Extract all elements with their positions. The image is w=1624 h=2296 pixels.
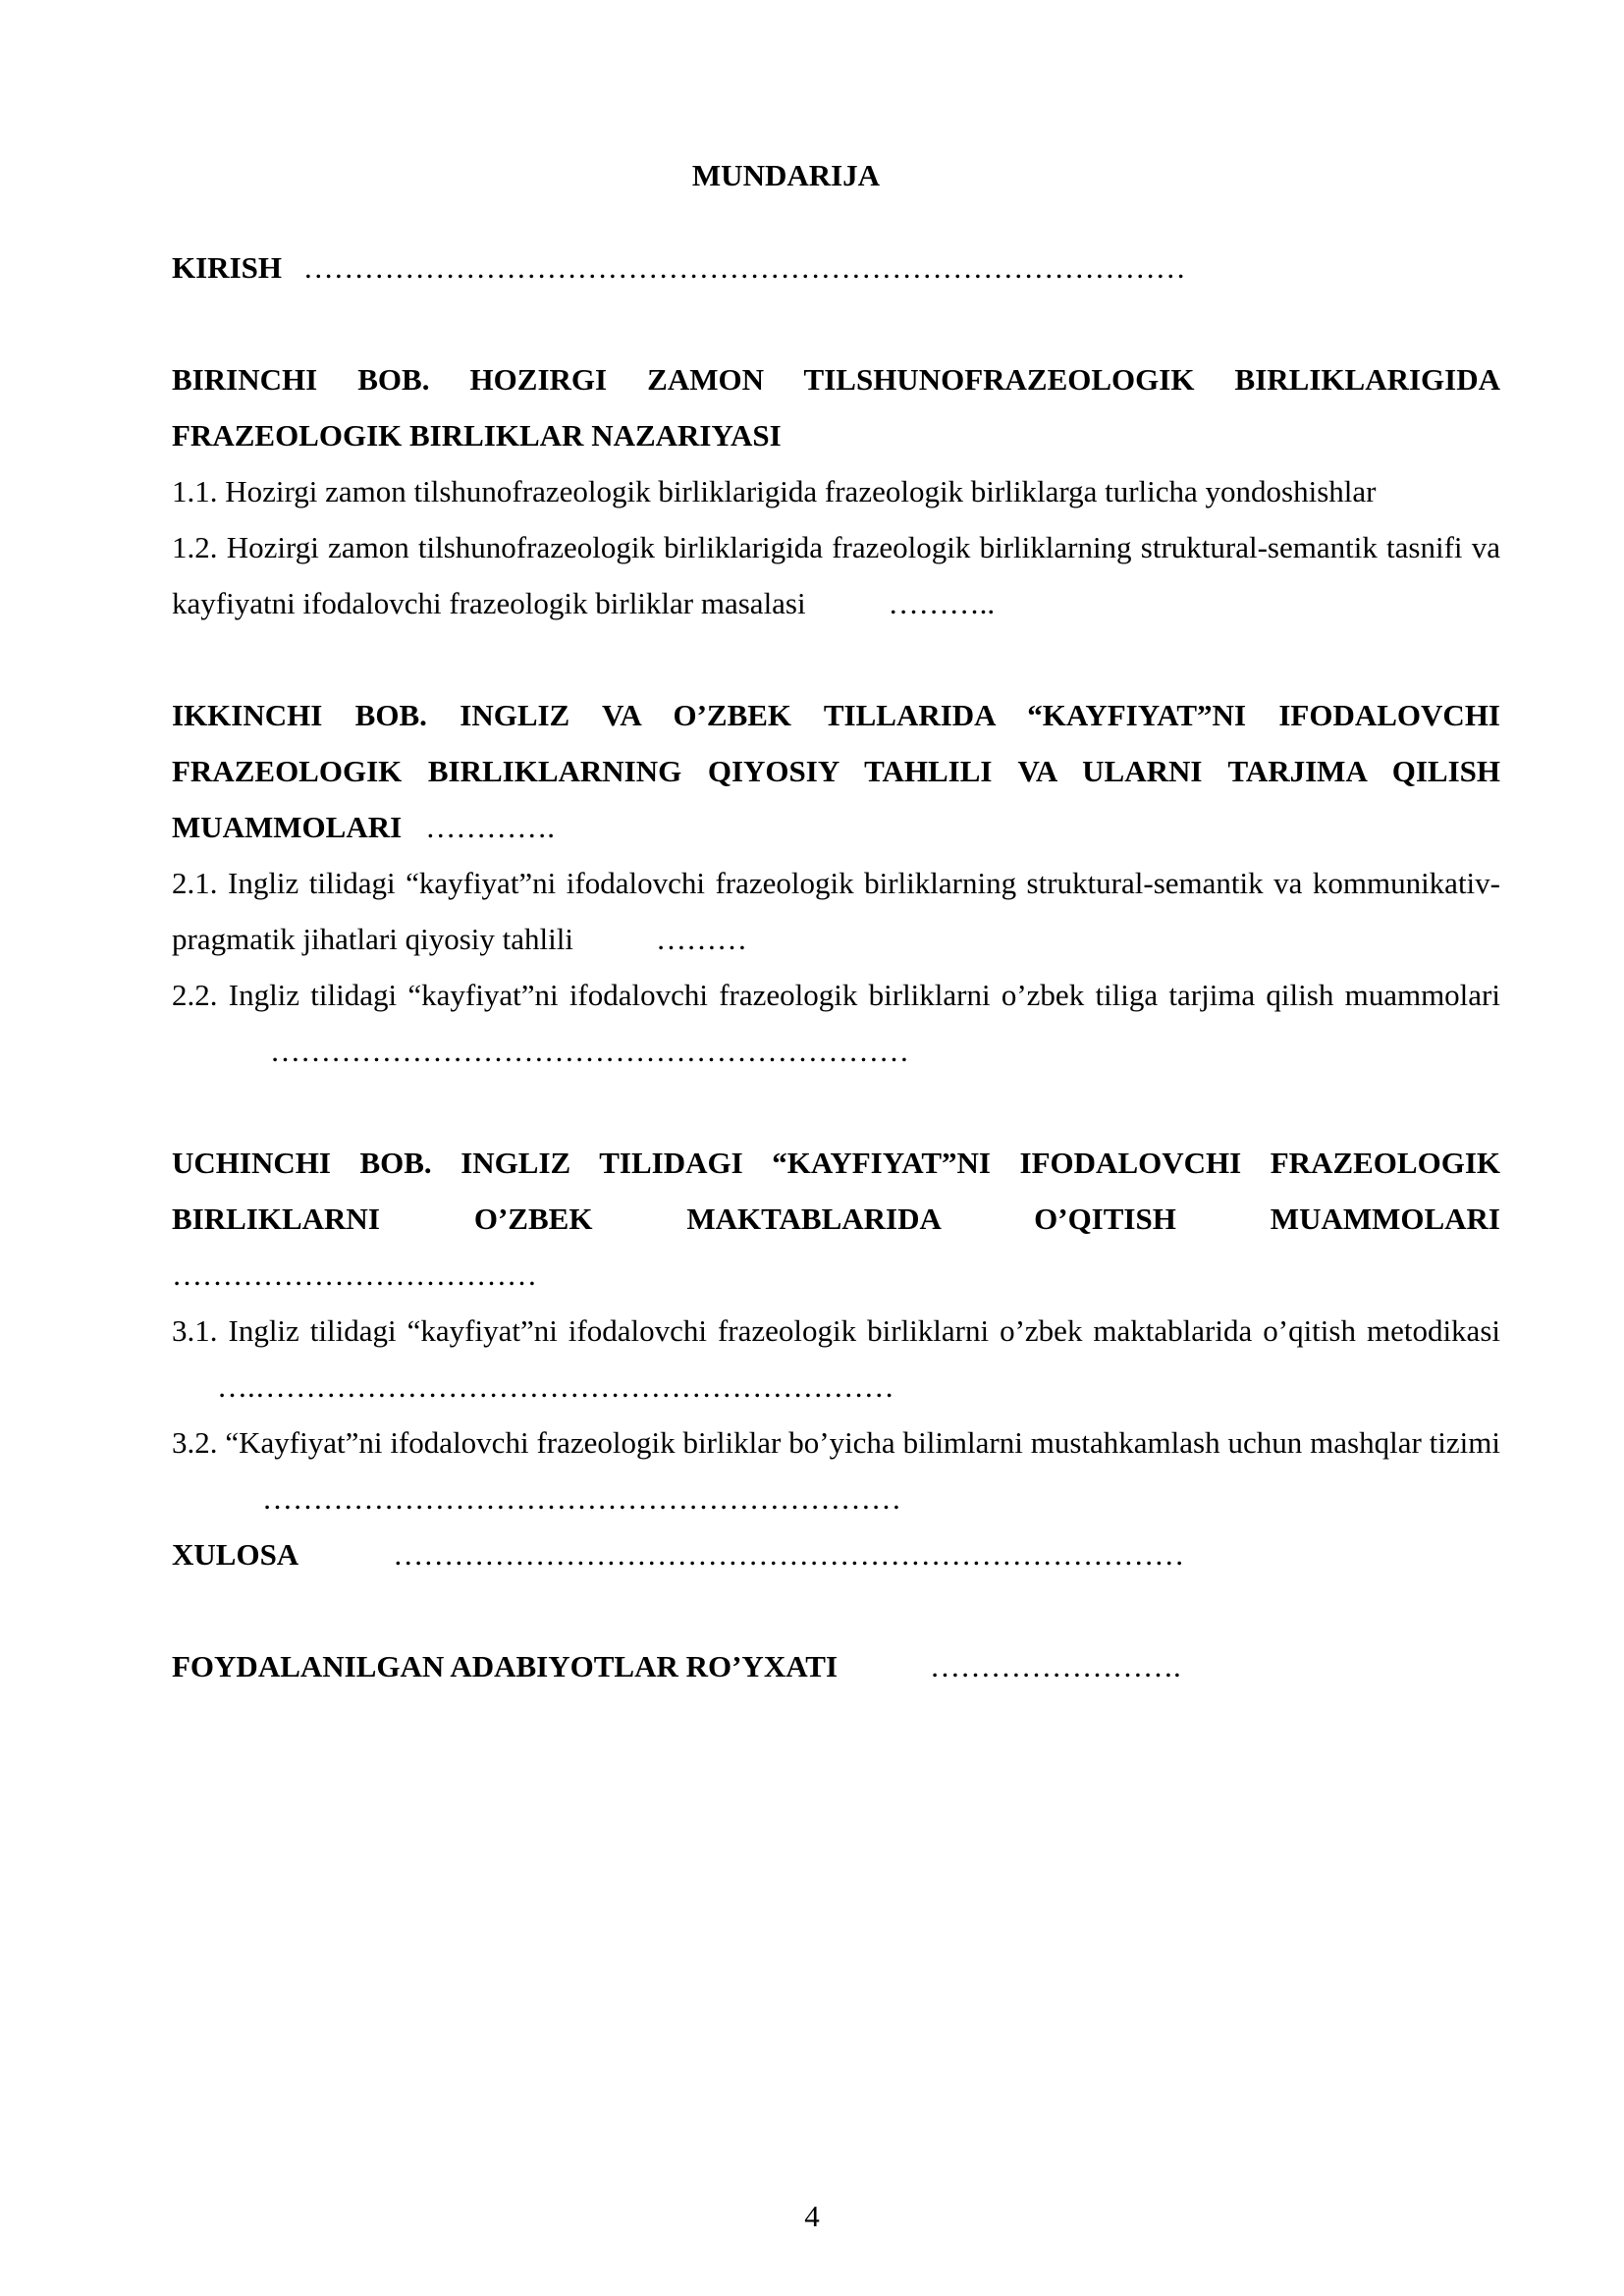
section-3-1-text: 3.1. Ingliz tilidagi “kayfiyat”ni ifodalovchi frazeologik birliklarni o’zbek maktablarida o’qitish metodikasi: [172, 1313, 1500, 1348]
chapter-2-heading-entry: [172, 687, 1500, 855]
section-1-2-text: 1.2. Hozirgi zamon tilshunofrazeologik birliklarigida frazeologik birliklarning struktural-semantik tasnifi va kayfiyatni ifodalovchi frazeologik birliklar masalasi: [172, 530, 1500, 620]
xulosa-leader: ……………………………………………………………………: [393, 1537, 1185, 1572]
toc-entry-references: [172, 1638, 1500, 1694]
section-2-2-leader: ………………………………………………………: [270, 1034, 909, 1068]
section-1-2: [172, 519, 1500, 631]
section-2-1-leader: ………: [655, 922, 747, 956]
chapter-3-heading-entry: [172, 1135, 1500, 1303]
section-2-2-text: 2.2. Ingliz tilidagi “kayfiyat”ni ifodalovchi frazeologik birliklarni o’zbek tiliga tarjima qilish muammolari: [172, 978, 1500, 1012]
chapter-2-leader: ………….: [425, 810, 555, 844]
chapter-2-heading: IKKINCHI BOB. INGLIZ VA O’ZBEK TILLARIDA “KAYFIYAT”NI IFODALOVCHI FRAZEOLOGIK BIRLIKLARNING QIYOSIY TAHLILI VA ULARNI TARJIMA QILISH MUAMMOLARI: [172, 698, 1500, 844]
section-3-1-leader: ….………………………………………………………: [217, 1369, 894, 1404]
references-leader: …………………….: [930, 1649, 1181, 1683]
toc-title: MUNDARIJA: [691, 158, 881, 192]
chapter-3-leader: ………………………………: [172, 1257, 537, 1292]
page-number: 4: [804, 2199, 820, 2233]
section-1-1: 1.1. Hozirgi zamon tilshunofrazeologik birliklarigida frazeologik birliklarga turlicha yondoshishlar: [172, 474, 1377, 508]
section-3-2-leader: ………………………………………………………: [262, 1481, 901, 1516]
section-1-2-leader: ………..: [888, 586, 996, 620]
xulosa-label: XULOSA: [172, 1537, 299, 1572]
section-2-2: [172, 967, 1500, 1079]
kirish-leader: ……………………………………………………………………………: [302, 250, 1186, 285]
chapter-1-heading: BIRINCHI BOB. HOZIRGI ZAMON TILSHUNOFRAZEOLOGIK BIRLIKLARIGIDA FRAZEOLOGIK BIRLIKLAR NAZARIYASI: [172, 362, 1500, 453]
section-3-2-text: 3.2. “Kayfiyat”ni ifodalovchi frazeologik birliklar bo’yicha bilimlarni mustahkamlash uchun mashqlar tizimi: [172, 1425, 1500, 1460]
toc-entry-kirish: [172, 240, 1500, 295]
references-label: FOYDALANILGAN ADABIYOTLAR RO’YXATI: [172, 1649, 839, 1683]
section-3-1: [172, 1303, 1500, 1415]
kirish-label: KIRISH: [172, 250, 282, 285]
section-2-1: [172, 855, 1500, 967]
toc-entry-xulosa: [172, 1526, 1500, 1582]
table-of-contents: [172, 147, 1500, 1694]
section-2-1-text: 2.1. Ingliz tilidagi “kayfiyat”ni ifodalovchi frazeologik birliklarning struktural-semantik va kommunikativ-pragmatik jihatlari qiyosiy tahlili: [172, 866, 1500, 956]
chapter-3-heading: UCHINCHI BOB. INGLIZ TILIDAGI “KAYFIYAT”NI IFODALOVCHI FRAZEOLOGIK BIRLIKLARNI O’ZBEK MAKTABLARIDA O’QITISH MUAMMOLARI: [172, 1146, 1500, 1236]
section-3-2: [172, 1415, 1500, 1526]
